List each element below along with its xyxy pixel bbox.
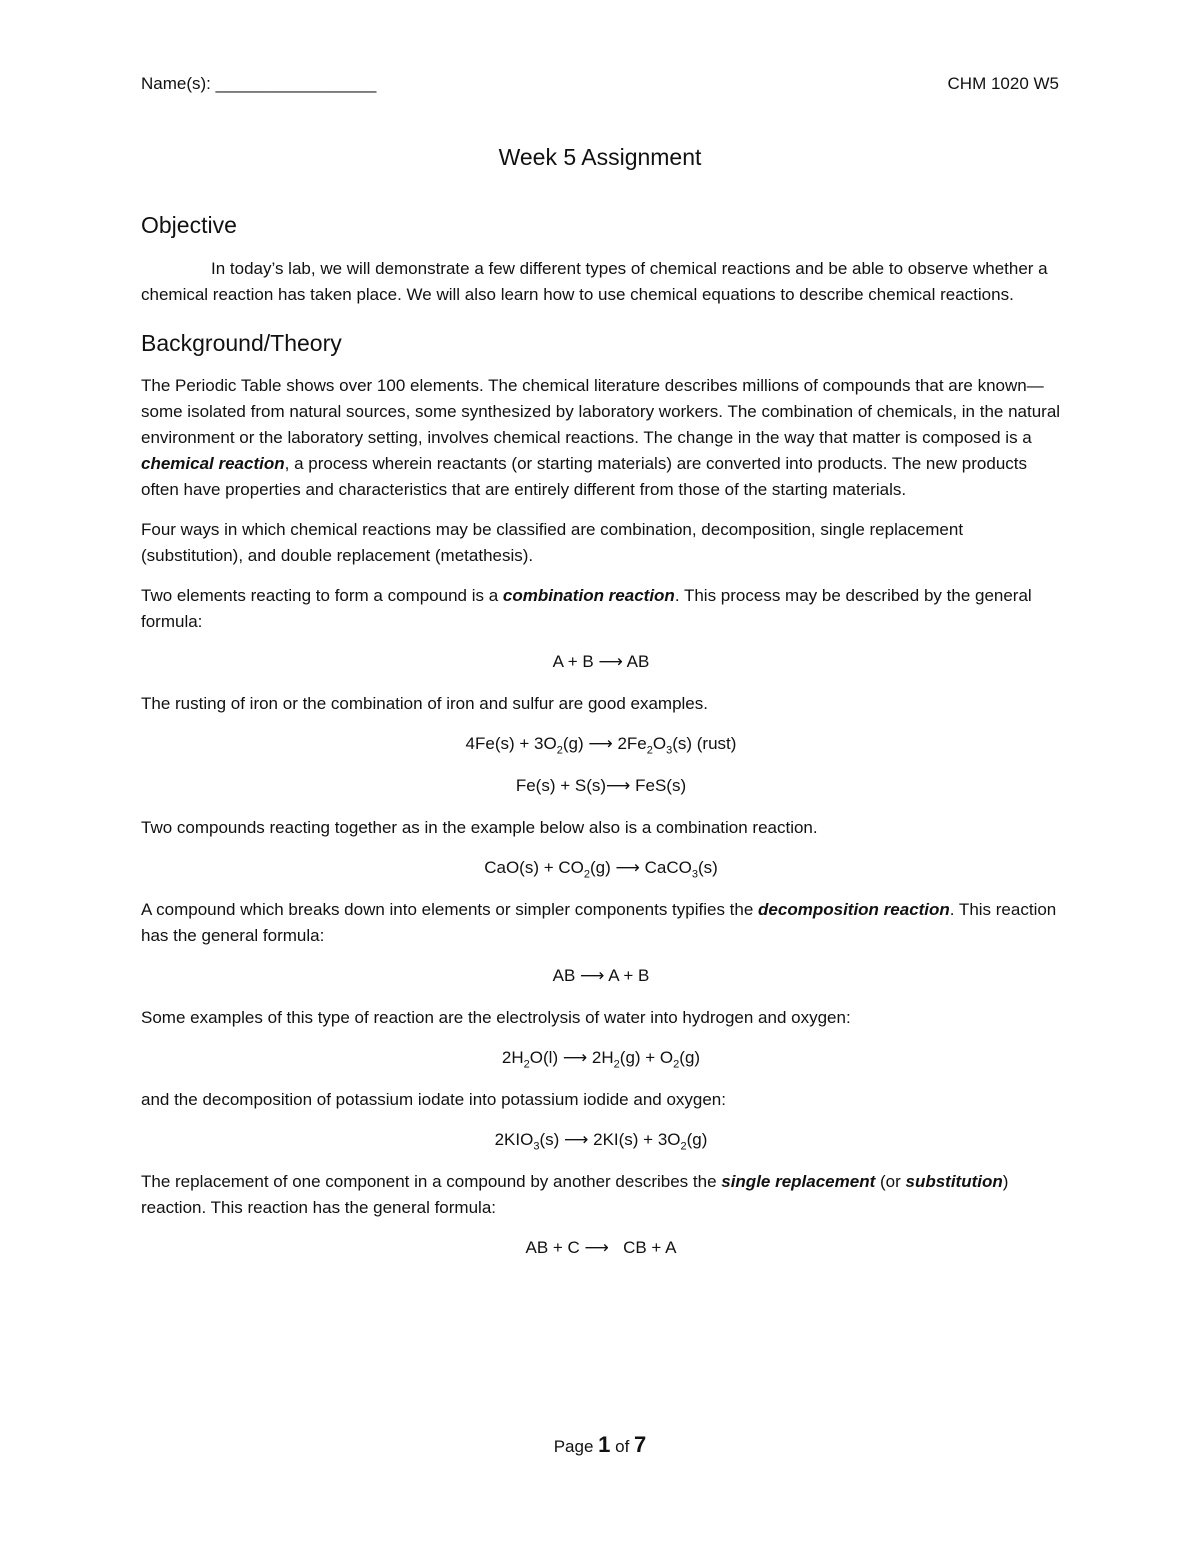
document-title: Week 5 Assignment	[498, 144, 702, 170]
eq-subscript: 2	[613, 1058, 620, 1071]
paragraph-text: . This reaction has the general formula:	[141, 900, 1057, 946]
term-decomposition-reaction: decomposition reaction	[758, 900, 950, 920]
objective-heading: Objective	[141, 212, 237, 238]
background-paragraph-6	[141, 897, 1061, 949]
eq-text: 2H	[501, 1048, 524, 1068]
equation-calcium-carbonate	[141, 855, 1061, 881]
paragraph-text: The Periodic Table shows over 100 elements. The chemical literature describes millions of compounds that are known—some isolated from natural sources, some synthesized by laboratory workers. The combination of chemicals, in the natural environment or the laboratory setting, involves chemical reactions. The change in the way that matter is composed is a	[141, 376, 1061, 448]
background-paragraph-5: Two compounds reacting together as in the example below also is a combination reaction.	[141, 818, 818, 838]
eq-subscript: 2	[673, 1058, 680, 1071]
eq-text: (g) + O	[619, 1048, 674, 1068]
eq-text: (s) ⟶ 2KI(s) + 3O	[539, 1130, 681, 1150]
eq-text: 2KIO	[494, 1130, 534, 1150]
equation-rust	[141, 731, 1061, 757]
background-paragraph-3	[141, 583, 1061, 635]
names-field-label: Name(s): _________________	[141, 74, 377, 93]
eq-text: CaO(s) + CO	[484, 858, 584, 878]
background-paragraph-9	[141, 1169, 1061, 1221]
term-substitution: substitution	[905, 1172, 1003, 1192]
paragraph-text: A compound which breaks down into elements or simpler components typifies the	[141, 900, 759, 920]
background-paragraph-7: Some examples of this type of reaction are the electrolysis of water into hydrogen and oxygen:	[141, 1008, 851, 1028]
eq-subscript: 2	[523, 1058, 530, 1071]
eq-subscript: 2	[556, 744, 563, 757]
eq-subscript: 2	[646, 744, 653, 757]
paragraph-text: ) reaction. This reaction has the general formula:	[141, 1172, 1009, 1218]
eq-text: 4Fe(s) + 3O	[465, 734, 557, 754]
objective-paragraph: In today’s lab, we will demonstrate a few different types of chemical reactions and be able to observe whether a chemical reaction has taken place. We will also learn how to use chemical equations to describe chemical reactions.	[141, 258, 1048, 304]
eq-subscript: 3	[666, 744, 673, 757]
of-label: of	[615, 1437, 630, 1456]
page-total: 7	[634, 1432, 647, 1457]
eq-text: (s) (rust)	[672, 734, 737, 754]
term-chemical-reaction: chemical reaction	[141, 454, 285, 474]
equation-electrolysis	[141, 1045, 1061, 1071]
document-body	[141, 212, 1061, 1277]
eq-text: O(l) ⟶ 2H	[529, 1048, 614, 1068]
paragraph-text: (or	[875, 1172, 906, 1192]
equation-iron-sulfur: Fe(s) + S(s)⟶ FeS(s)	[515, 776, 687, 796]
paragraph-text: , a process wherein reactants (or starting materials) are converted into products. The new products often have properties and characteristics that are entirely different from those of the starting materials.	[141, 454, 1027, 500]
eq-subscript: 3	[691, 868, 698, 881]
eq-subscript: 2	[680, 1140, 687, 1153]
eq-text: (s)	[697, 858, 718, 878]
background-paragraph-1	[141, 373, 1061, 503]
eq-text: (g)	[686, 1130, 708, 1150]
eq-text: (g) ⟶ 2Fe	[562, 734, 647, 754]
page-number: 1	[598, 1432, 611, 1457]
eq-subscript: 3	[533, 1140, 540, 1153]
page-label: Page	[553, 1437, 594, 1456]
equation-decomposition-general: AB ⟶ A + B	[552, 966, 650, 986]
eq-text: O	[652, 734, 667, 754]
background-paragraph-4: The rusting of iron or the combination of iron and sulfur are good examples.	[141, 694, 708, 714]
page-footer	[0, 1432, 1200, 1458]
term-combination-reaction: combination reaction	[502, 586, 675, 606]
background-heading: Background/Theory	[141, 329, 342, 356]
eq-subscript: 2	[583, 868, 590, 881]
course-code: CHM 1020 W5	[947, 74, 1059, 93]
term-single-replacement: single replacement	[721, 1172, 876, 1192]
paragraph-text: Two elements reacting to form a compound is a	[141, 586, 503, 606]
eq-text: (g)	[679, 1048, 701, 1068]
equation-combination-general: A + B ⟶ AB	[552, 652, 650, 672]
paragraph-text: The replacement of one component in a compound by another describes the	[141, 1172, 722, 1192]
background-paragraph-2: Four ways in which chemical reactions may be classified are combination, decomposition, single replacement (substitution), and double replacement (metathesis).	[141, 520, 964, 566]
equation-single-replacement-general: AB + C ⟶ CB + A	[525, 1238, 677, 1258]
paragraph-text: . This process may be described by the general formula:	[141, 586, 1032, 632]
background-paragraph-8: and the decomposition of potassium iodate into potassium iodide and oxygen:	[141, 1090, 726, 1110]
equation-potassium-iodate	[141, 1127, 1061, 1153]
eq-text: (g) ⟶ CaCO	[590, 858, 692, 878]
